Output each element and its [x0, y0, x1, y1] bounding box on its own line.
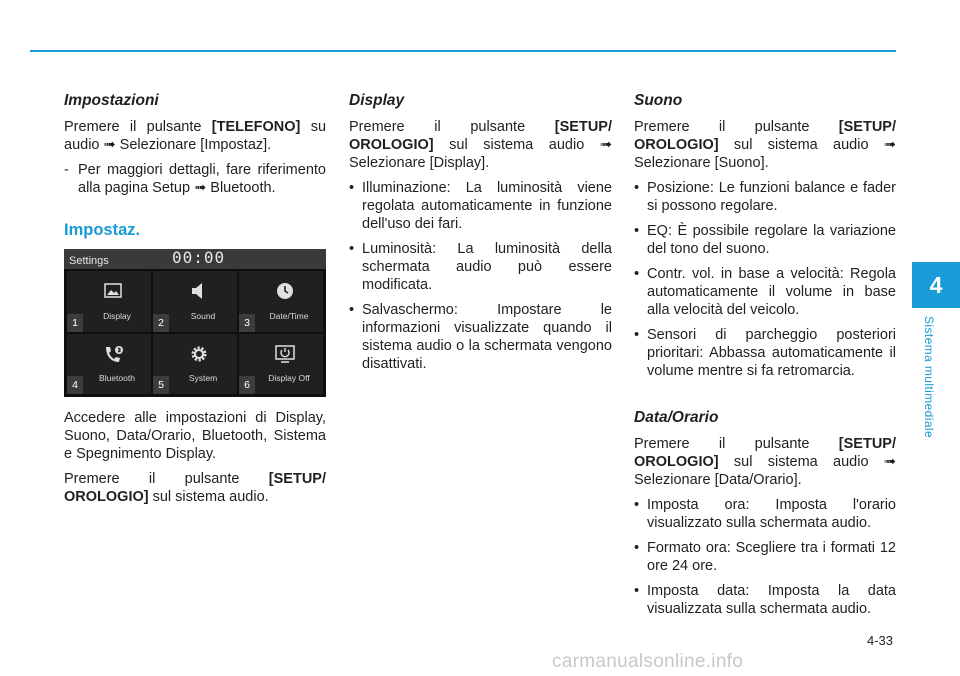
screen-status-bar [64, 249, 326, 269]
setup-button-ref: [SETUP/ OROLOGIO] [634, 119, 896, 153]
impostaz-paragraph-2: Premere il pulsante [SETUP/ OROLOGIO] sul sistema audio. [64, 471, 326, 505]
display-icon [103, 280, 125, 302]
list-item: • Imposta data: Imposta la data visualizzata sulla schermata audio. [634, 583, 896, 617]
gear-icon [189, 343, 211, 365]
tile-bluetooth: 4 Bluetooth [67, 334, 151, 395]
impostaz-paragraph-1: Accedere alle impostazioni di Display, Suono, Data/Orario, Bluetooth, Sistema e Spegnimento Display. [64, 410, 326, 462]
list-item: • Imposta ora: Imposta l'orario visualizzato sulla schermata audio. [634, 497, 896, 531]
section-heading-impostazioni: Impostazioni [64, 92, 159, 109]
list-item: - Per maggiori dettagli, fare riferimento alla pagina Setup ➟ Bluetooth. [64, 162, 326, 196]
tile-system: 5 System [153, 334, 237, 395]
tile-sound: 2 Sound [153, 271, 237, 332]
list-item: • Contr. vol. in base a velocità: Regola automaticamente il volume in base alla velocità del veicolo. [634, 266, 896, 318]
display-list [349, 179, 612, 373]
clock-icon [275, 280, 297, 302]
section-heading-impostaz: Impostaz. [64, 221, 141, 239]
column-right [634, 92, 896, 625]
suono-list [634, 179, 896, 380]
settings-screen-image [64, 249, 326, 397]
tile-display: 1 Display [67, 271, 151, 332]
section-heading-data-orario: Data/Orario [634, 409, 719, 426]
impostazioni-paragraph: Premere il pulsante [TELEFONO] su audio ➟ Selezionare [Impostaz]. [64, 119, 327, 153]
chapter-title: Sistema multimediale [922, 316, 936, 439]
list-item: • Illuminazione: La luminosità viene regolata automaticamente in funzione dell'uso dei fari. [349, 180, 612, 232]
list-item: • Luminosità: La luminosità della schermata audio può essere modificata. [349, 241, 612, 293]
setup-button-ref: [SETUP/ OROLOGIO] [634, 436, 896, 470]
tile-date-time: 3 Date/Time [239, 271, 323, 332]
list-item: • Salvaschermo: Impostare le informazioni visualizzate quando il sistema audio o la schermata vengono disattivati. [349, 302, 612, 372]
section-heading-suono: Suono [634, 92, 683, 109]
list-item: • Sensori di parcheggio posteriori prioritari: Abbassa automaticamente il volume mentre si fa retromarcia. [634, 327, 896, 379]
setup-button-ref: [SETUP/ OROLOGIO] [64, 471, 326, 505]
data-orario-list [634, 496, 896, 618]
page-number: 4-33 [866, 633, 893, 648]
column-middle [349, 92, 612, 380]
data-orario-paragraph: Premere il pulsante [SETUP/ OROLOGIO] sul sistema audio ➟ Selezionare [Data/Orario]. [634, 436, 896, 488]
watermark: carmanualsonline.info [552, 651, 744, 672]
list-item: • EQ: È possibile regolare la variazione del tono del suono. [634, 223, 896, 257]
bluetooth-phone-icon [103, 343, 125, 365]
suono-paragraph: Premere il pulsante [SETUP/ OROLOGIO] sul sistema audio ➟ Selezionare [Suono]. [634, 119, 896, 171]
tile-display-off: 6 Display Off [239, 334, 323, 395]
screen-clock: 00:00 [172, 248, 226, 267]
column-left [64, 92, 326, 513]
display-paragraph: Premere il pulsante [SETUP/ OROLOGIO] sul sistema audio ➟ Selezionare [Display]. [349, 119, 612, 171]
power-icon [275, 343, 297, 365]
impostazioni-note-list [64, 161, 326, 197]
chapter-tab: 4 [912, 262, 960, 308]
setup-button-ref: [SETUP/ OROLOGIO] [349, 119, 612, 153]
list-item: • Formato ora: Scegliere tra i formati 12 ore 24 ore. [634, 540, 896, 574]
section-heading-display: Display [349, 92, 405, 109]
sound-icon [189, 280, 211, 302]
header-rule [30, 50, 896, 52]
telefono-button-ref: [TELEFONO] [211, 119, 301, 135]
list-item: • Posizione: Le funzioni balance e fader si possono regolare. [634, 180, 896, 214]
screen-title: Settings [69, 255, 109, 267]
